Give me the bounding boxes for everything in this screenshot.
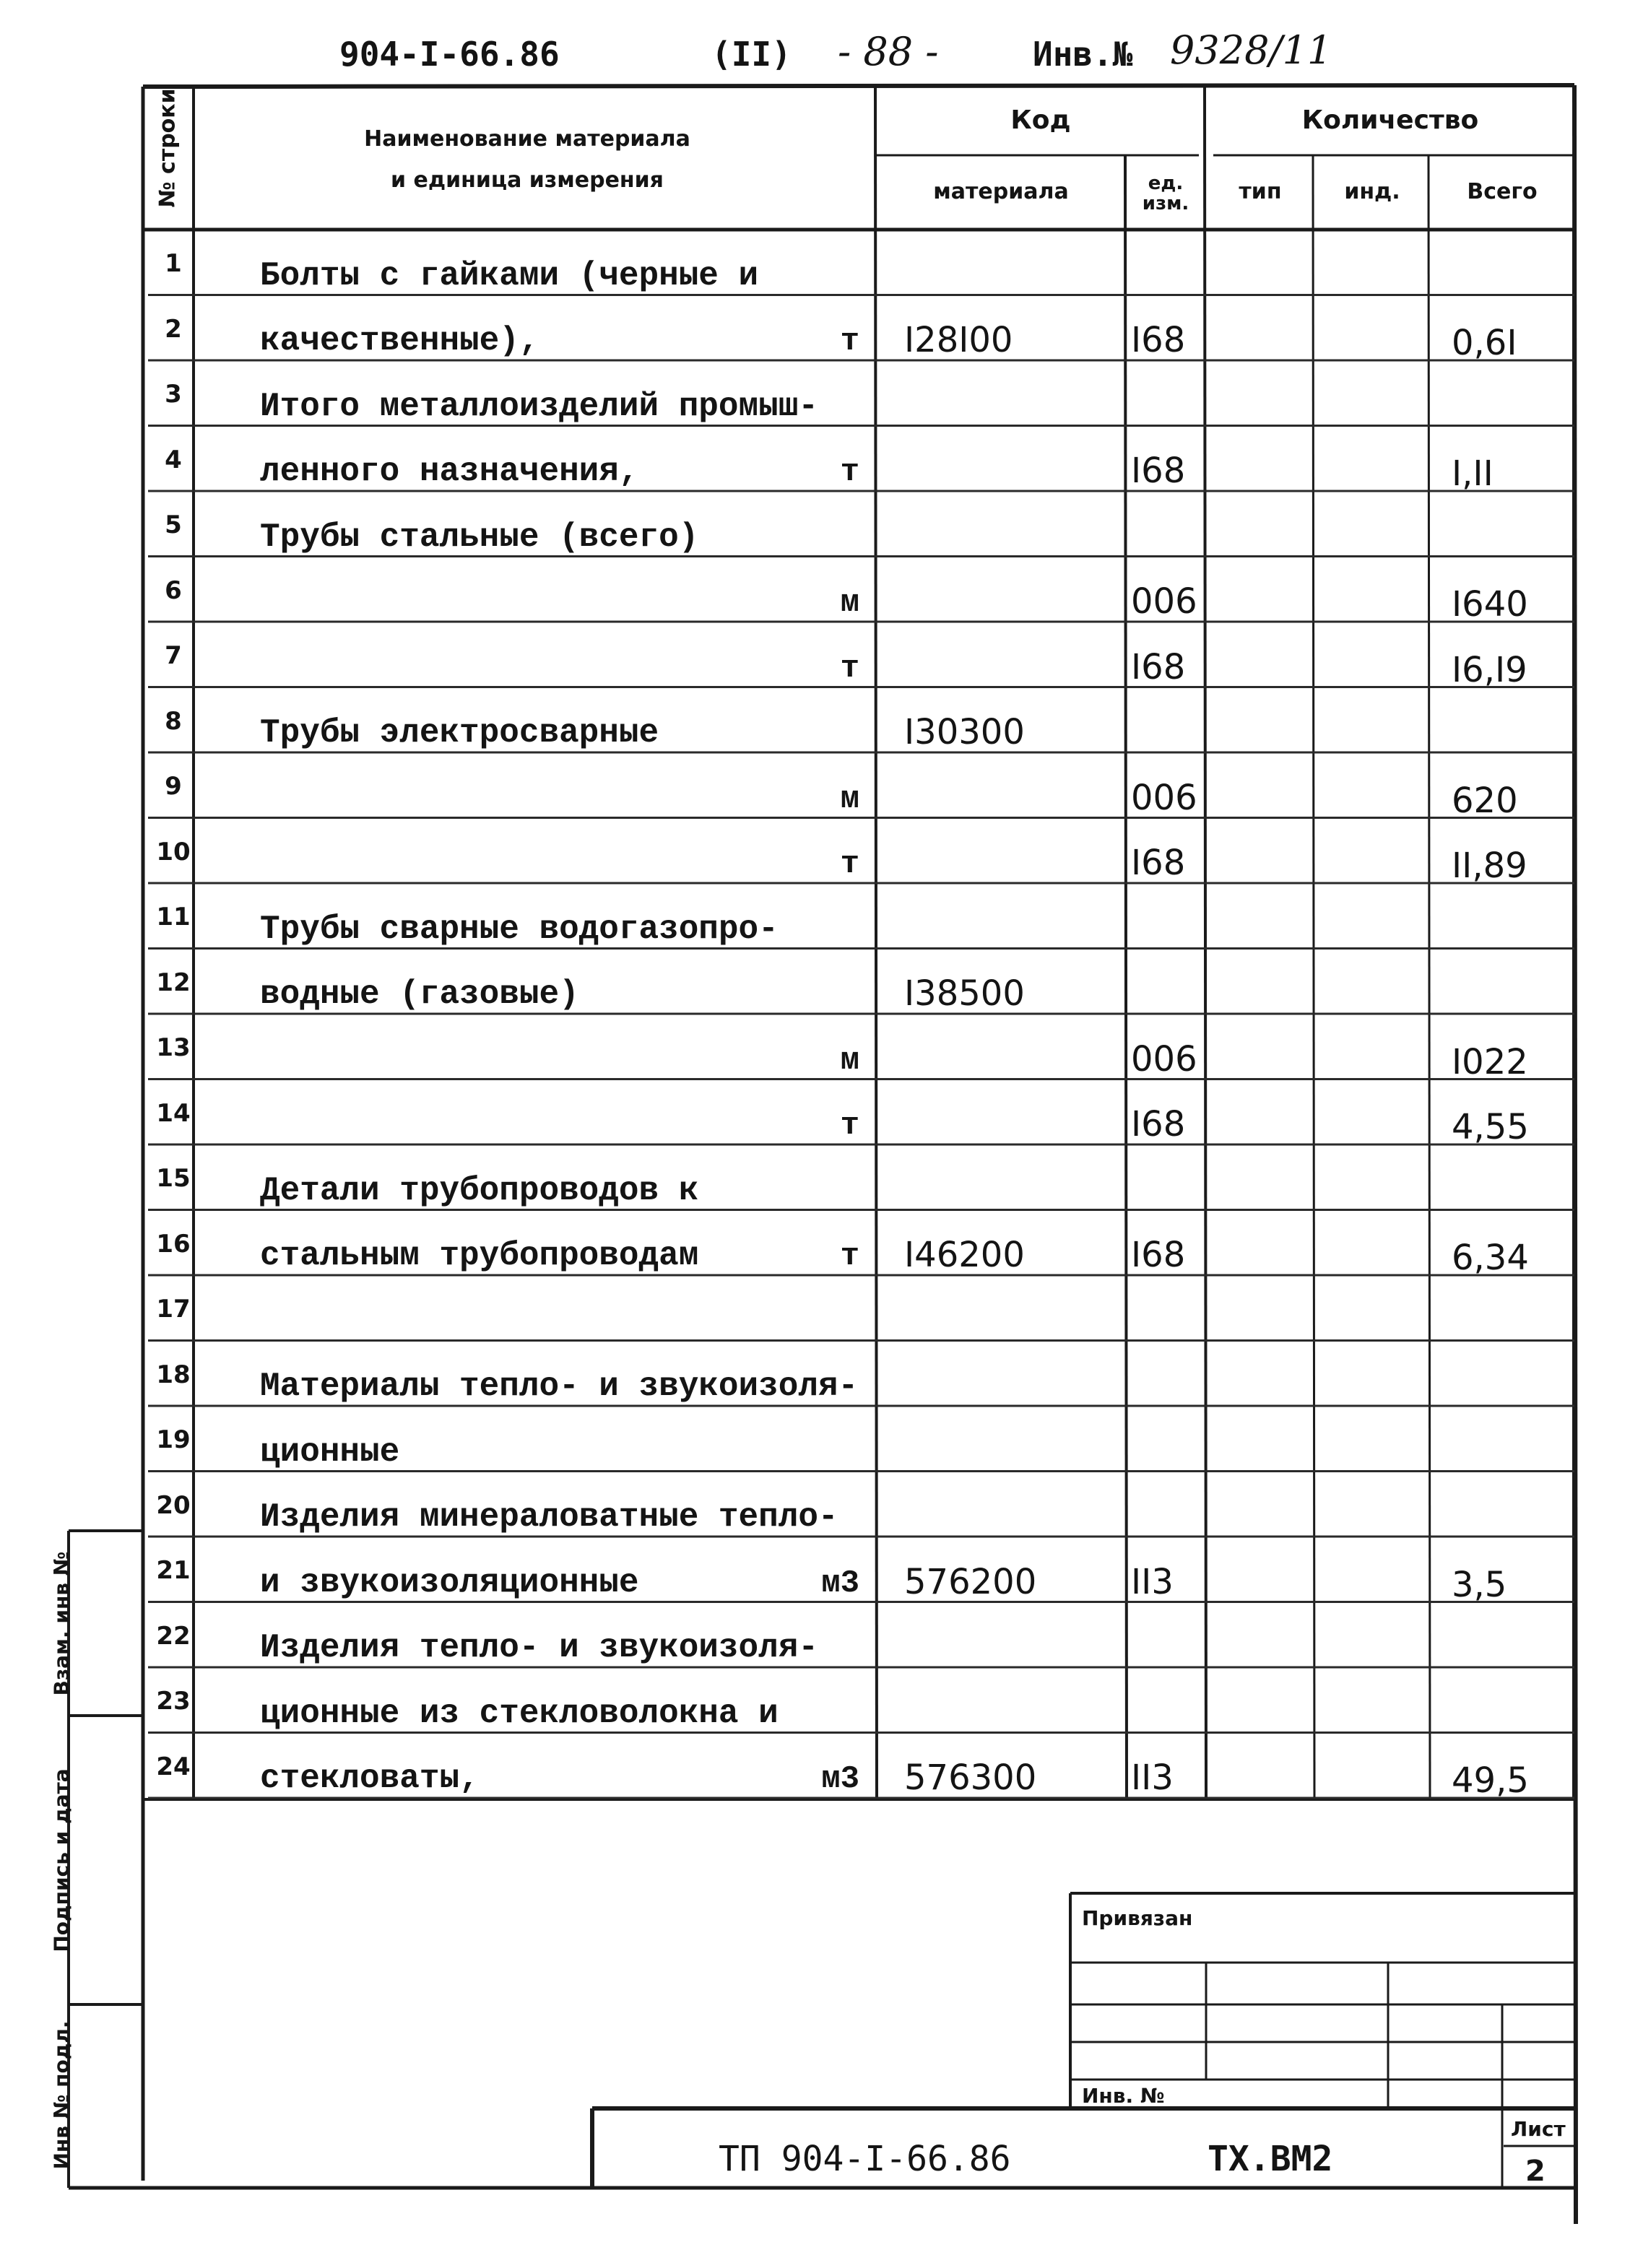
row-total: II,89: [1452, 846, 1527, 886]
row-unit-code: 006: [1131, 777, 1197, 818]
row-total: I640: [1452, 584, 1528, 625]
row-unit-code: I68: [1131, 1104, 1186, 1144]
row-number: 17: [156, 1295, 191, 1324]
row-name: Трубы стальные (всего): [260, 518, 699, 556]
row-name: Трубы электросварные: [260, 714, 659, 752]
row-unit-code: II3: [1131, 1561, 1174, 1602]
row-number: 11: [156, 903, 191, 931]
row-material-code: 576200: [904, 1561, 1037, 1602]
row-total: 3,5: [1452, 1564, 1507, 1605]
row-unit-code: I68: [1131, 843, 1186, 883]
doc-part: (II): [711, 35, 792, 74]
row-name: ционные: [260, 1433, 400, 1471]
row-number: 8: [165, 706, 182, 736]
row-unit: т: [840, 454, 859, 490]
row-number: 13: [156, 1033, 191, 1062]
header-name-line1: Наименование материала: [364, 126, 690, 152]
row-material-code: I46200: [904, 1235, 1025, 1275]
header-code-unit: ед. изм.: [1142, 173, 1189, 214]
footer-sheet-label: Лист: [1511, 2117, 1566, 2141]
footer-mark: ТХ.ВМ2: [1208, 2139, 1333, 2179]
row-name: Болты с гайками (черные и: [260, 256, 759, 295]
row-name: водные (газовые): [260, 976, 579, 1013]
footer-sheet-number: 2: [1525, 2155, 1546, 2188]
row-number: 22: [156, 1621, 191, 1651]
row-number: 21: [156, 1556, 191, 1585]
row-number: 9: [165, 772, 182, 801]
row-number: 5: [165, 510, 182, 539]
row-total: 6,34: [1452, 1238, 1529, 1278]
row-unit-code: I68: [1131, 451, 1186, 491]
footer-tp-code: ТП 904-I-66.86: [719, 2139, 1011, 2179]
header-qty-total: Всего: [1467, 179, 1538, 204]
row-number: 14: [156, 1098, 191, 1128]
row-number: 15: [156, 1164, 191, 1193]
row-number: 23: [156, 1687, 191, 1716]
row-total: I6,I9: [1452, 649, 1527, 690]
row-unit: м3: [821, 1761, 859, 1797]
row-unit: м3: [821, 1565, 859, 1602]
row-number: 7: [165, 641, 182, 670]
row-number: 20: [156, 1490, 191, 1520]
row-total: 620: [1452, 780, 1518, 821]
row-name: Детали трубопроводов к: [260, 1171, 699, 1209]
row-unit-code: I68: [1131, 1235, 1186, 1275]
row-number: 4: [165, 445, 182, 474]
row-unit: т: [840, 846, 859, 882]
row-name: и звукоизоляционные: [260, 1563, 639, 1602]
row-name: Итого металлоизделий промыш-: [260, 387, 818, 425]
sidebar-vzam-inv: Взам. инв №: [49, 1551, 74, 1696]
header-name-line2: и единица измерения: [391, 168, 664, 193]
row-material-code: 576300: [904, 1758, 1037, 1798]
inventory-number: 9328/11: [1170, 27, 1332, 73]
header-qty-ind: инд.: [1344, 179, 1400, 204]
row-unit: м: [840, 781, 859, 817]
row-number: 10: [156, 837, 191, 866]
page-number: - 88 -: [838, 29, 939, 74]
row-number: 12: [156, 968, 191, 997]
row-total: I022: [1452, 1041, 1528, 1082]
row-name: ленного назначения,: [260, 453, 639, 490]
stamp-privyazan: Привязан: [1082, 1906, 1193, 1930]
row-unit: м: [840, 585, 859, 621]
row-number: 1: [165, 249, 182, 278]
row-number: 18: [156, 1360, 191, 1389]
row-name: Трубы сварные водогазопро-: [260, 910, 779, 948]
row-number: 2: [165, 314, 182, 344]
header-code-material: материала: [933, 179, 1069, 204]
row-total: 49,5: [1452, 1760, 1529, 1801]
row-unit-code: 006: [1131, 1038, 1197, 1079]
row-material-code: I30300: [904, 712, 1025, 752]
header-row-number: № строки: [155, 88, 181, 208]
sidebar-inv-original: Инв № подл.: [49, 2020, 74, 2170]
row-unit-code: I68: [1131, 320, 1186, 360]
row-name: Изделия минераловатные тепло-: [260, 1498, 838, 1536]
row-total: 4,55: [1452, 1107, 1529, 1147]
row-number: 24: [156, 1752, 191, 1781]
row-name: Материалы тепло- и звукоизоля-: [260, 1368, 859, 1405]
sidebar-signature-date: Подпись и дата: [49, 1768, 74, 1952]
row-number: 6: [165, 575, 182, 605]
row-name: Изделия тепло- и звукоизоля-: [260, 1629, 818, 1667]
row-name: стекловаты,: [260, 1760, 480, 1797]
stamp-inv-no: Инв. №: [1082, 2084, 1165, 2108]
header-code: Код: [1010, 105, 1071, 135]
doc-code: 904-I-66.86: [339, 35, 560, 74]
row-unit-code: 006: [1131, 581, 1197, 622]
row-name: качественные),: [260, 322, 539, 360]
row-name: ционные из стекловолокна и: [260, 1694, 779, 1732]
row-unit: т: [840, 1238, 859, 1274]
row-total: I,II: [1452, 453, 1494, 494]
row-material-code: I28I00: [904, 320, 1013, 360]
row-material-code: I38500: [904, 973, 1025, 1014]
row-unit: т: [840, 323, 859, 360]
row-unit: т: [840, 1108, 859, 1144]
row-number: 16: [156, 1229, 191, 1259]
row-number: 3: [165, 380, 182, 409]
row-number: 19: [156, 1425, 191, 1454]
header-qty-type: тип: [1239, 179, 1282, 204]
row-unit-code: I68: [1131, 646, 1186, 687]
row-total: 0,6I: [1452, 323, 1517, 363]
inventory-label: Инв.№: [1033, 35, 1133, 74]
row-name: стальным трубопроводам: [260, 1237, 699, 1274]
row-unit: м: [840, 1042, 859, 1079]
row-unit: т: [840, 650, 859, 687]
row-unit-code: II3: [1131, 1758, 1174, 1798]
header-quantity: Количество: [1301, 105, 1479, 135]
